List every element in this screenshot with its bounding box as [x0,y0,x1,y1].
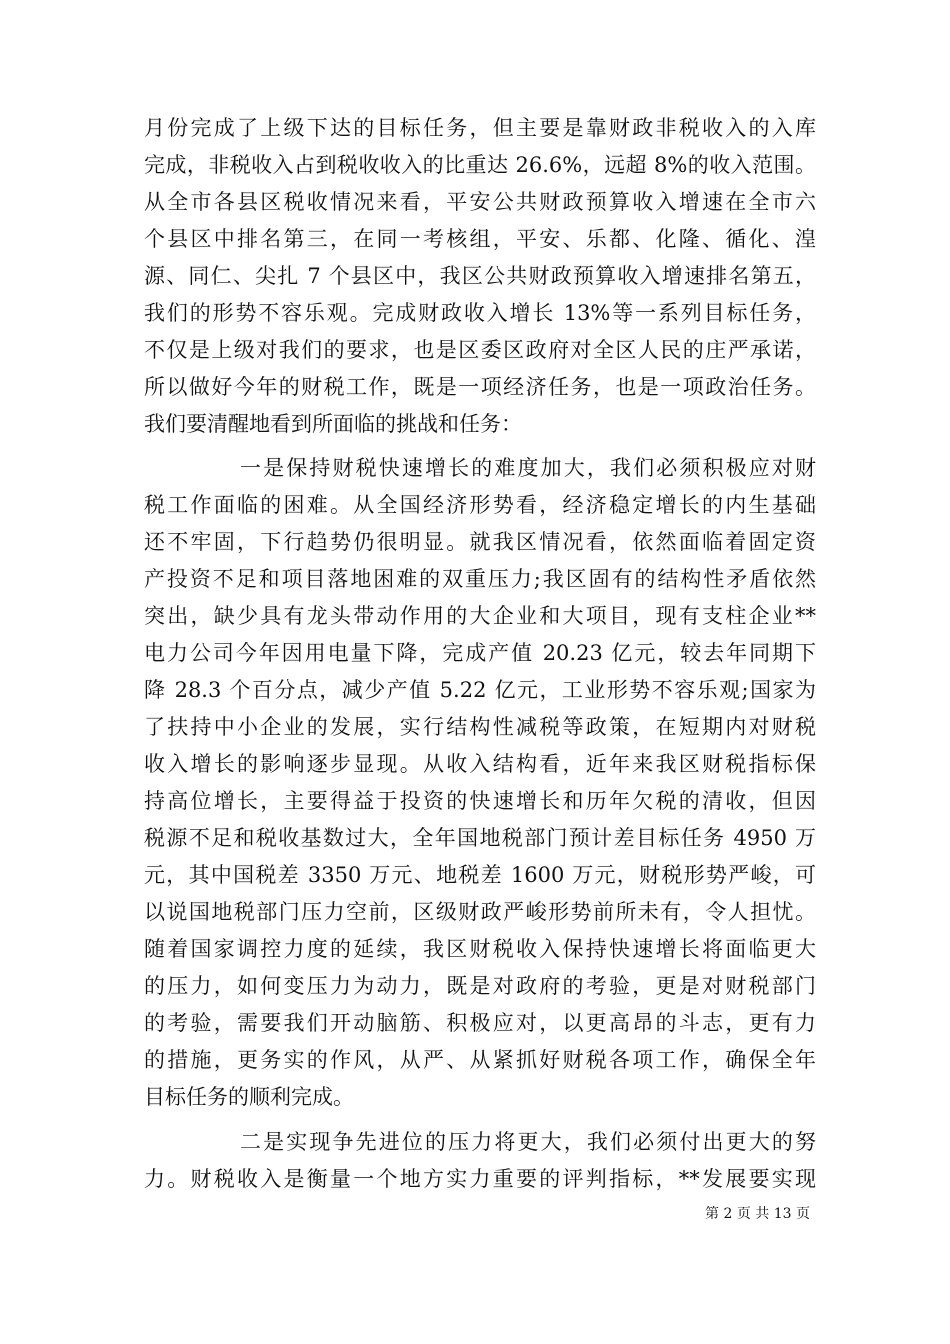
text-line-14: 突出，缺少具有龙头带动作用的大企业和大项目，现有支柱企业** [144,604,816,628]
text-line-23: 随着国家调控力度的延续，我区财税收入保持快速增长将面临更大 [144,937,816,961]
text-line-7: 不仅是上级对我们的要求，也是区委区政府对全区人民的庄严承诺， [144,338,816,362]
text-line-26: 的措施，更务实的作风，从严、从紧抓好财税各项工作，确保全年 [144,1048,816,1072]
text-line-10: 一是保持财税快速增长的难度加大，我们必须积极应对财 [240,456,816,480]
text-line-13: 产投资不足和项目落地困难的双重压力;我区固有的结构性矛盾依然 [144,567,816,591]
text-line-29: 力。财税收入是衡量一个地方实力重要的评判指标，**发展要实现 [144,1167,816,1191]
text-line-11: 税工作面临的困难。从全国经济形势看，经济稳定增长的内生基础 [144,493,816,517]
text-line-17: 了扶持中小企业的发展，实行结构性减税等政策，在短期内对财税 [144,715,816,739]
text-line-18: 收入增长的影响逐步显现。从收入结构看，近年来我区财税指标保 [144,752,816,776]
text-line-9: 我们要清醒地看到所面临的挑战和任务： [144,412,522,436]
text-line-22: 以说国地税部门压力空前，区级财政严峻形势前所未有，令人担忧。 [144,900,816,924]
text-line-20: 税源不足和税收基数过大，全年国地税部门预计差目标任务 4950 万 [144,826,816,850]
text-line-28: 二是实现争先进位的压力将更大，我们必须付出更大的努 [240,1130,816,1154]
text-line-5: 源、同仁、尖扎 7 个县区中，我区公共财政预算收入增速排名第五， [144,264,816,288]
text-line-25: 的考验，需要我们开动脑筋、积极应对，以更高昂的斗志，更有力 [144,1011,816,1035]
text-line-6: 我们的形势不容乐观。完成财政收入增长 13%等一系列目标任务， [144,301,816,325]
text-line-16: 降 28.3 个百分点，减少产值 5.22 亿元，工业形势不容乐观;国家为 [144,678,816,702]
text-line-1: 月份完成了上级下达的目标任务，但主要是靠财政非税收入的入库 [144,116,816,140]
page-number-footer: 第 2 页 共 13 页 [705,1206,810,1222]
text-line-4: 个县区中排名第三，在同一考核组，平安、乐都、化隆、循化、湟 [144,227,816,251]
text-line-8: 所以做好今年的财税工作，既是一项经济任务，也是一项政治任务。 [144,375,816,399]
text-line-15: 电力公司今年因用电量下降，完成产值 20.23 亿元，较去年同期下 [144,641,816,665]
text-line-3: 从全市各县区税收情况来看，平安公共财政预算收入增速在全市六 [144,190,816,214]
text-line-27: 目标任务的顺利完成。 [144,1085,354,1109]
text-line-21: 元，其中国税差 3350 万元、地税差 1600 万元，财税形势严峻，可 [144,863,816,887]
text-line-2: 完成，非税收入占到税收收入的比重达 26.6%，远超 8%的收入范围。 [144,153,816,177]
text-line-24: 的压力，如何变压力为动力，既是对政府的考验，更是对财税部门 [144,974,816,998]
text-line-12: 还不牢固，下行趋势仍很明显。就我区情况看，依然面临着固定资 [144,530,816,554]
text-line-19: 持高位增长，主要得益于投资的快速增长和历年欠税的清收，但因 [144,789,816,813]
